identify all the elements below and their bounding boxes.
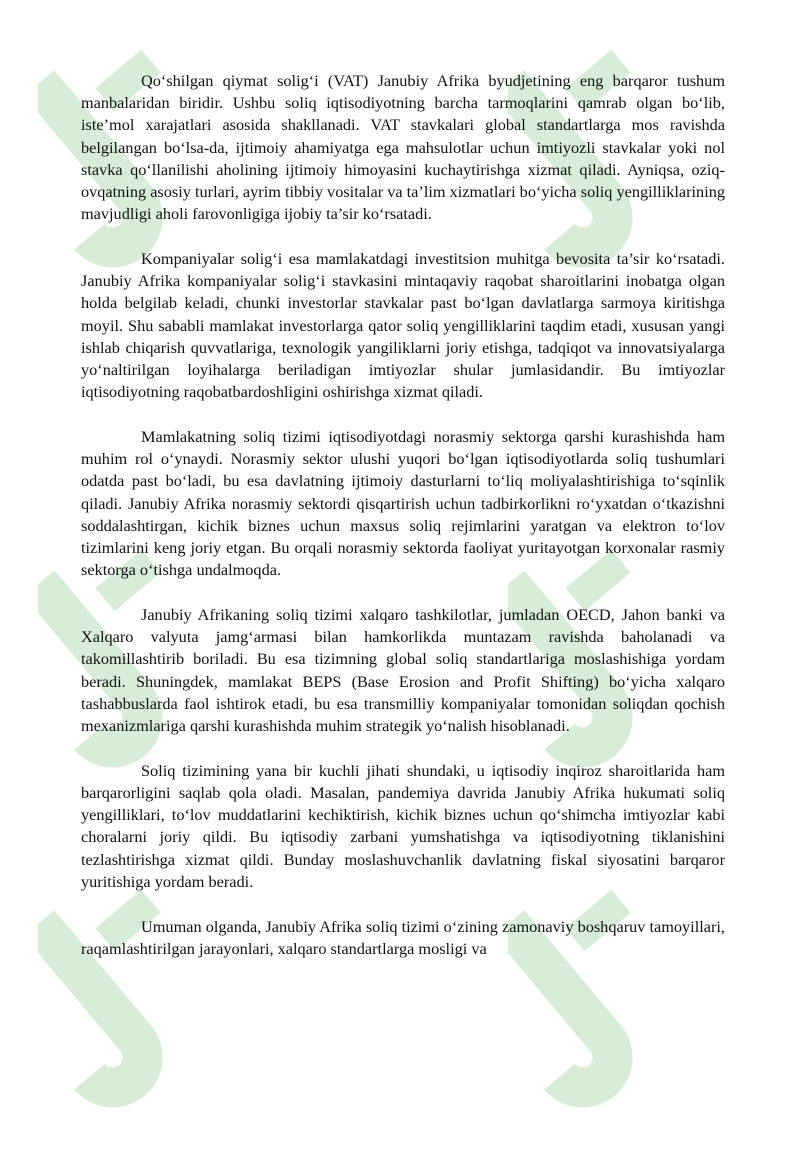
paragraph-informal-sector: Mamlakatning soliq tizimi iqtisodiyotdagi norasmiy sektorga qarshi kurashishda ham muhim rol o‘ynaydi. Norasmiy sektor ulushi yuqori bo‘lgan iqtisodiyotlarda soliq tushumlari odatda past bo‘ladi, bu esa davlatning ijtimoiy dasturlarni to‘liq moliyalashtirishiga to‘sqinlik qiladi. Janubiy Afrika norasmiy sektordi qisqartirish uchun tadbirkorlikni ro‘yxatdan o‘tkazishni soddalashtirgan, kichik biznes uchun maxsus soliq rejimlarini yaratgan va elektron to‘lov tizimlarini keng joriy etgan. Bu orqali norasmiy sektorda faoliyat yuritayotgan korxonalar rasmiy sektorga o‘tishga undalmoqda. <box>81 427 725 580</box>
paragraph-corporate-tax: Kompaniyalar solig‘i esa mamlakatdagi investitsion muhitga bevosita ta’sir ko‘rsatadi. Janubiy Afrika kompaniyalar solig‘i stavkasini mintaqaviy raqobat sharoitlarini inobatga olgan holda belgilab keladi, chunki investorlar stavkalar past bo‘lgan davlatlarga sarmoya kiritishga moyil. Shu sababli mamlakat investorlarga qator soliq yengilliklarini taqdim etadi, xususan yangi ishlab chiqarish quvvatlariga, texnologik yangiliklarni joriy etishga, tadqiqot va innovatsiyalarga yo‘naltirilgan loyihalarga beriladigan imtiyozlar shular jumlasidandir. Bu imtiyozlar iqtisodiyotning raqobatbardoshligini oshirishga xizmat qiladi. <box>81 249 725 402</box>
paragraph-vat: Qo‘shilgan qiymat solig‘i (VAT) Janubiy Afrika byudjetining eng barqaror tushum manbalaridan biridir. Ushbu soliq iqtisodiyotning barcha tarmoqlarini qamrab olgan bo‘lib, iste’mol xarajatlari asosida shakllanadi. VAT stavkalari global standartlarga mos ravishda belgilangan bo‘lsa-da, ijtimoiy ahamiyatga ega mahsulotlar uchun imtiyozli stavkalar yoki nol stavka qo‘llanilishi aholining ijtimoiy himoyasini kuchaytirishga xizmat qiladi. Ayniqsa, oziq-ovqatning asosiy turlari, ayrim tibbiy vositalar va ta’lim xizmatlari bo‘yicha soliq yengilliklarining mavjudligi aholi farovonligiga ijobiy ta’sir ko‘rsatadi. <box>81 71 725 224</box>
paragraph-international-cooperation: Janubiy Afrikaning soliq tizimi xalqaro tashkilotlar, jumladan OECD, Jahon banki va Xalqaro valyuta jamg‘armasi bilan hamkorlikda muntazam ravishda baholanadi va takomillashtirib boriladi. Bu esa tizimning global soliq standartlariga moslashishiga yordam beradi. Shuningdek, mamlakat BEPS (Base Erosion and Profit Shifting) bo‘yicha xalqaro tashabbuslarda faol ishtirok etadi, bu esa transmilliy kompaniyalar tomonidan soliqdan qochish mexanizmlariga qarshi kurashishda muhim strategik yo‘nalish hisoblanadi. <box>81 605 725 736</box>
document-page <box>81 70 725 983</box>
paragraph-crisis-resilience: Soliq tizimining yana bir kuchli jihati shundaki, u iqtisodiy inqiroz sharoitlarida ham barqarorligini saqlab qola oladi. Masalan, pandemiya davrida Janubiy Afrika hukumati soliq yengilliklari, to‘lov muddatlarini kechiktirish, kichik biznes uchun qo‘shimcha imtiyozlar kabi choralarni joriy qildi. Bu iqtisodiy zarbani yumshatishga va iqtisodiyotning tiklanishini tezlashtirishga xizmat qildi. Bunday moslashuvchanlik davlatning fiskal siyosatini barqaror yuritishiga yordam beradi. <box>81 760 725 891</box>
paragraph-conclusion: Umuman olganda, Janubiy Afrika soliq tizimi o‘zining zamonaviy boshqaruv tamoyillari, raqamlashtirilgan jarayonlari, xalqaro standartlarga mosligi va <box>81 916 725 958</box>
